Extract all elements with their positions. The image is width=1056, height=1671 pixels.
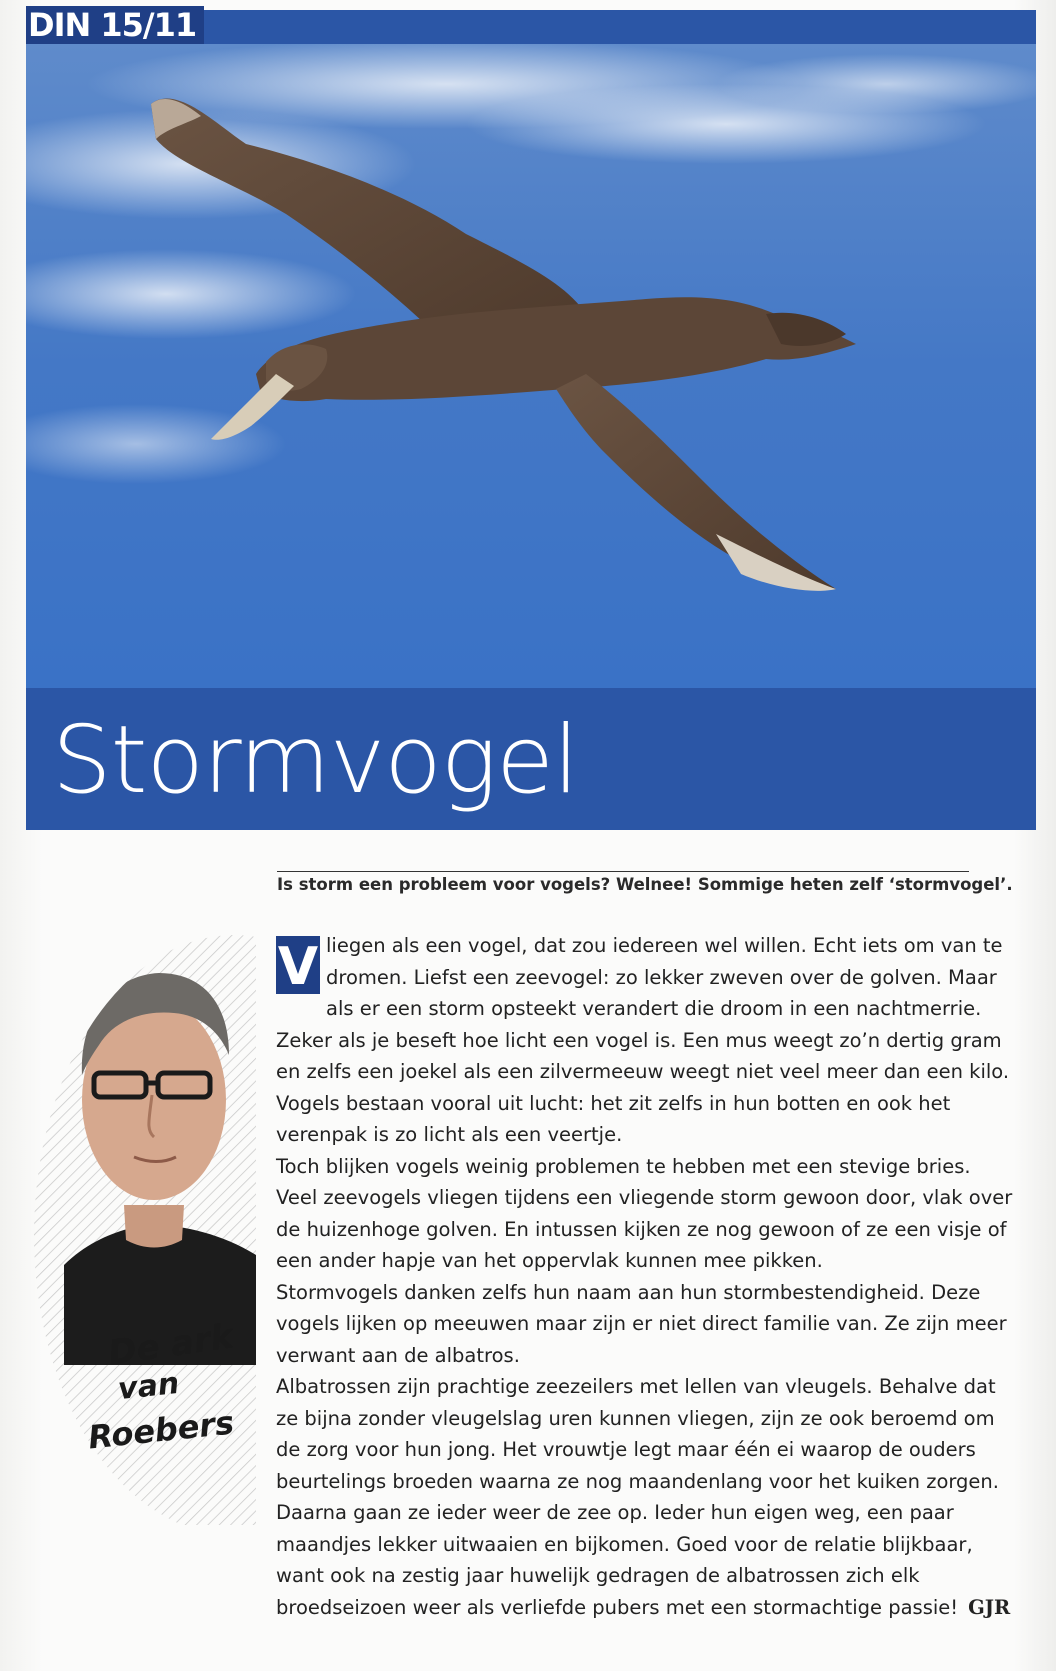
- paragraph-1-text: liegen als een vogel, dat zou iedereen wel willen. Echt iets om van te dromen. Liefst een zeevogel: zo lekker zweven over de golven. Maar als er een storm opsteekt verandert die droom in een nachtmerrie. Zeker als je beseft hoe licht een vogel is. Een mus weegt zo’n dertig gram en zelfs een joekel als een zilvermeeuw weegt niet veel meer dan een kilo. Vogels bestaan vooral uit lucht: het zit zelfs in hun botten en ook het verenpak is zo licht als een veertje.: [276, 934, 1010, 1146]
- page-title: Stormvogel: [52, 706, 579, 815]
- paragraph-1: [276, 930, 1016, 1151]
- lead-text: Is storm een probleem voor vogels? Welnee! Sommige heten zelf ‘stormvogel’.: [277, 875, 1013, 894]
- article-body: [276, 930, 1016, 1623]
- title-band: [26, 688, 1036, 830]
- lead-rule: [277, 871, 969, 872]
- column-label: [80, 1316, 250, 1485]
- bird-photo: [26, 44, 1036, 688]
- paragraph-3: Stormvogels danken zelfs hun naam aan hun stormbestendigheid. Deze vogels lijken op meeuwen maar zijn er niet direct familie van. Ze zijn meer verwant aan de albatros.: [276, 1280, 1007, 1367]
- photo-illustration: [26, 44, 1036, 688]
- paragraph-2: Toch blijken vogels weinig problemen te hebben met een stevige bries. Veel zeevogels vliegen tijdens een vliegende storm gewoon door, vlak over de huizenhoge golven. En intussen kijken ze nog gewoon of ze een visje of een ander hapje van het oppervlak kunnen mee pikken.: [276, 1154, 1013, 1272]
- paragraph-4-text: Albatrossen zijn prachtige zeezeilers met lellen van vleugels. Behalve dat ze bijna zonder vleugelslag uren kunnen vliegen, zijn ze ook beroemd om de zorg voor hun jong. Het vrouwtje legt maar één ei waarop de ouders beurtelings broeden waarna ze nog maandenlang voor het kuiken zorgen. Daarna gaan ze ieder weer de zee op. Ieder hun eigen weg, een paar maandjes lekker uitwaaien en bijkomen. Goed voor de relatie blijkbaar, want ook na zestig jaar huwelijk gedragen de albatrossen zich elk broedseizoen weer als verliefde pubers met een stormachtige passie!: [276, 1375, 999, 1619]
- issue-tag: DIN 15/11: [26, 6, 204, 44]
- author-signature: GJR: [968, 1595, 1011, 1619]
- column-label-line1: De ark: [105, 1316, 236, 1374]
- paragraph-4: [276, 1371, 1016, 1623]
- column-label-line2: van: [116, 1365, 181, 1408]
- column-label-line3: Roebers: [86, 1403, 236, 1457]
- dropcap: V: [277, 937, 319, 997]
